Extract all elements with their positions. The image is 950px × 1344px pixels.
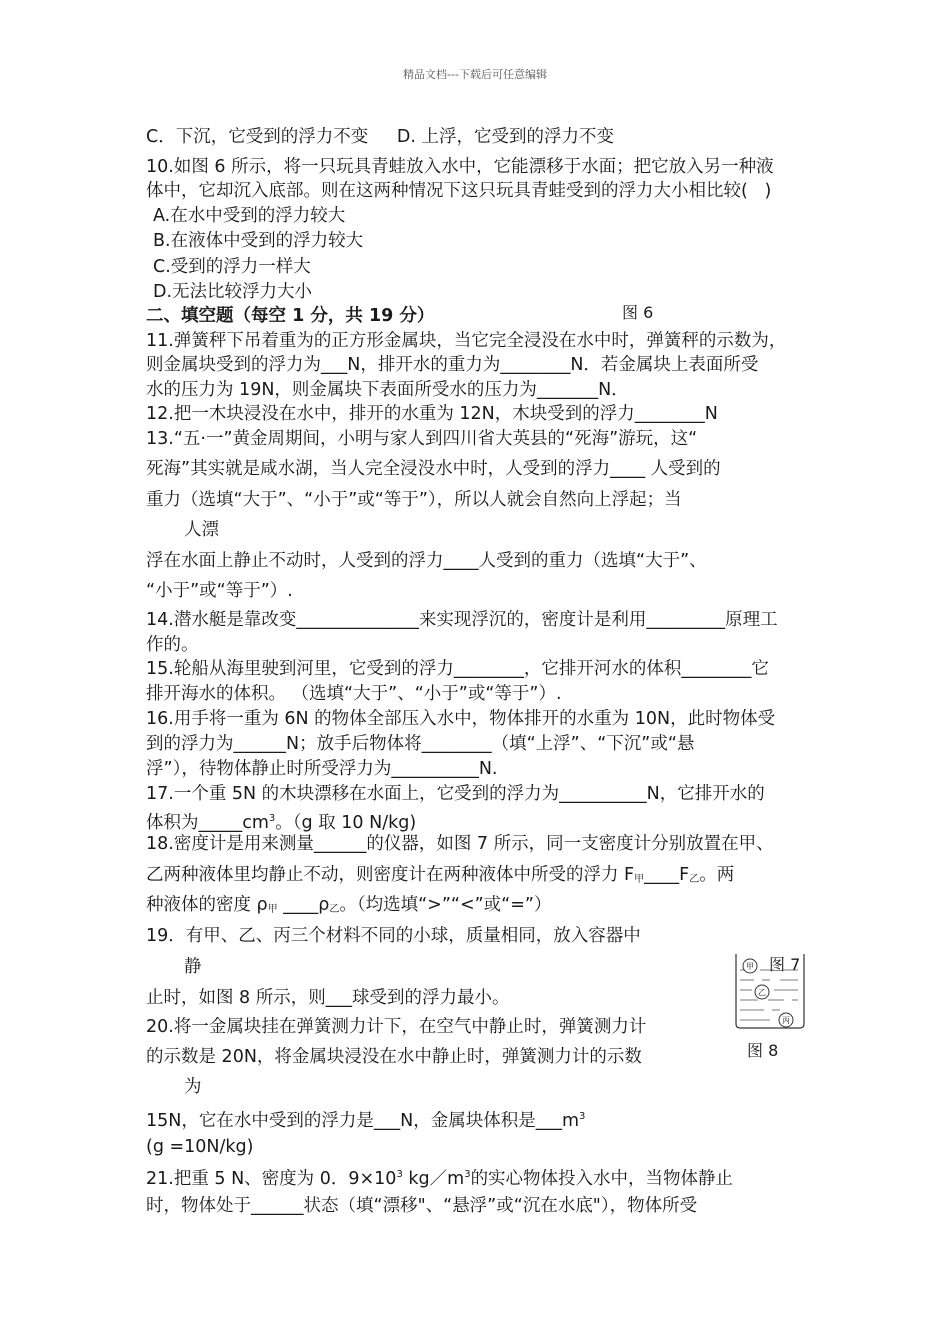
- question-19-text: 19．有甲、乙、丙三个材料不同的小球，质量相同，放入容器中: [146, 926, 641, 946]
- question-11-text: 11.弹簧秤下吊着重为的正方形金属块，当它完全浸没在水中时，弹簧秤的示数为，: [146, 331, 787, 351]
- ball-jia-label: 甲: [746, 962, 754, 971]
- question-11-text: 则金属块受到的浮力为___N，排开水的重力为________N．若金属块上表面所受: [146, 355, 759, 375]
- question-10-text: 体中，它却沉入底部。则在这两种情况下这只玩具青蛙受到的浮力大小相比较( ): [146, 181, 772, 201]
- question-18-text: 乙两种液体里均静止不动，则密度计在两种液体中所受的浮力 $F_甲\_\_\_\_F_乙$。两: [146, 865, 735, 885]
- question-13-text: 人漂: [184, 520, 219, 540]
- question-13-text: “小于”或“等于”）.: [146, 581, 293, 601]
- question-16-text: 16.用手将一重为 6N 的物体全部压入水中，物体排开的水重为 10N，此时物体受: [146, 709, 776, 729]
- question-19-text: 静: [184, 957, 202, 977]
- option-a: A.在水中受到的浮力较大: [153, 206, 346, 226]
- question-10-text: 10.如图 6 所示，将一只玩具青蛙放入水中，它能漂移于水面；把它放入另一种液: [146, 157, 774, 177]
- question-18-text: 种液体的密度 $\rho_甲$ $\_\_\_\_\rho_乙$。（均选填“>”“<”或“=”）: [146, 895, 552, 915]
- option-c: C.受到的浮力一样大: [153, 257, 311, 277]
- question-18-text: 18.密度计是用来测量______的仪器，如图 7 所示，同一支密度计分别放置在甲、: [146, 834, 774, 854]
- question-20-text: (g =10N/kg): [146, 1137, 254, 1157]
- question-21-text: 时，物体处于______状态（填“漂移"、“悬浮”或“沉在水底"），物体所受: [146, 1196, 698, 1216]
- question-21-text: 21.把重 5 N、密度为 0．$9\times 10^3$ $kg/m^3$的实心物体投入水中，当物体静止: [146, 1169, 734, 1189]
- question-13-text: 重力（选填“大于”、“小于”或“等于”），所以人就会自然向上浮起；当: [146, 490, 682, 510]
- figure-8-caption: 图 8: [747, 1041, 779, 1060]
- question-17-text: 17.一个重 5N 的木块漂移在水面上，它受到的浮力为__________N，它排开水的: [146, 784, 765, 804]
- figure-7-caption: 图 7: [769, 955, 801, 974]
- question-15-text: 排开海水的体积。 （选填“大于”、“小于”或“等于”）.: [146, 684, 562, 704]
- question-20-text: 为: [184, 1077, 202, 1097]
- option-b: B.在液体中受到的浮力较大: [153, 231, 364, 251]
- option-line: C．下沉，它受到的浮力不变 D. 上浮，它受到的浮力不变: [146, 127, 614, 147]
- question-13-text: 死海”其实就是咸水湖，当人完全浸没水中时，人受到的浮力____ 人受到的: [146, 459, 721, 479]
- question-20-text: 的示数是 20N，将金属块浸没在水中静止时，弹簧测力计的示数: [146, 1047, 642, 1067]
- question-17-text: 体积为$\_\_\_\_\_cm^3$。（g 取 10 N/kg): [146, 813, 417, 833]
- question-13-text: 浮在水面上静止不动时，人受到的浮力____人受到的重力（选填“大于”、: [146, 551, 707, 571]
- question-16-text: 到的浮力为______N；放手后物体将________（填“上浮”、“下沉”或“悬: [146, 734, 695, 754]
- question-14-text: 14.潜水艇是靠改变______________来实现浮沉的，密度计是利用_________原理工: [146, 610, 778, 630]
- question-15-text: 15.轮船从海里驶到河里，它受到的浮力________，它排开河水的体积________它: [146, 659, 769, 679]
- question-13-text: 13.“五·一”黄金周期间，小明与家人到四川省大英县的“死海”游玩，这“: [146, 429, 698, 449]
- section-title: 二、填空题（每空 1 分，共 19 分）: [146, 306, 435, 326]
- question-19-text: 止时，如图 8 所示，则___球受到的浮力最小。: [146, 988, 510, 1008]
- ball-bing-label: 丙: [782, 1016, 790, 1025]
- figure-6-caption: 图 6: [622, 303, 654, 322]
- question-12-text: 12.把一木块浸没在水中，排开的水重为 12N，木块受到的浮力________N: [146, 404, 718, 424]
- ball-yi-label: 乙: [758, 988, 766, 997]
- question-20-text: 20.将一金属块挂在弹簧测力计下，在空气中静止时，弹簧测力计: [146, 1017, 647, 1037]
- question-20-text: 15N，它在水中受到的浮力是___N，金属块体积是$\_\_\_m^3$: [146, 1111, 586, 1131]
- question-14-text: 作的。: [146, 635, 199, 655]
- question-16-text: 浮”），待物体静止时所受浮力为__________N.: [146, 759, 498, 779]
- question-11-text: 水的压力为 19N，则金属块下表面所受水的压力为_______N．: [146, 380, 629, 400]
- page-header: 精品文档---下载后可任意编辑: [403, 68, 547, 81]
- option-d: D.无法比较浮力大小: [153, 282, 313, 302]
